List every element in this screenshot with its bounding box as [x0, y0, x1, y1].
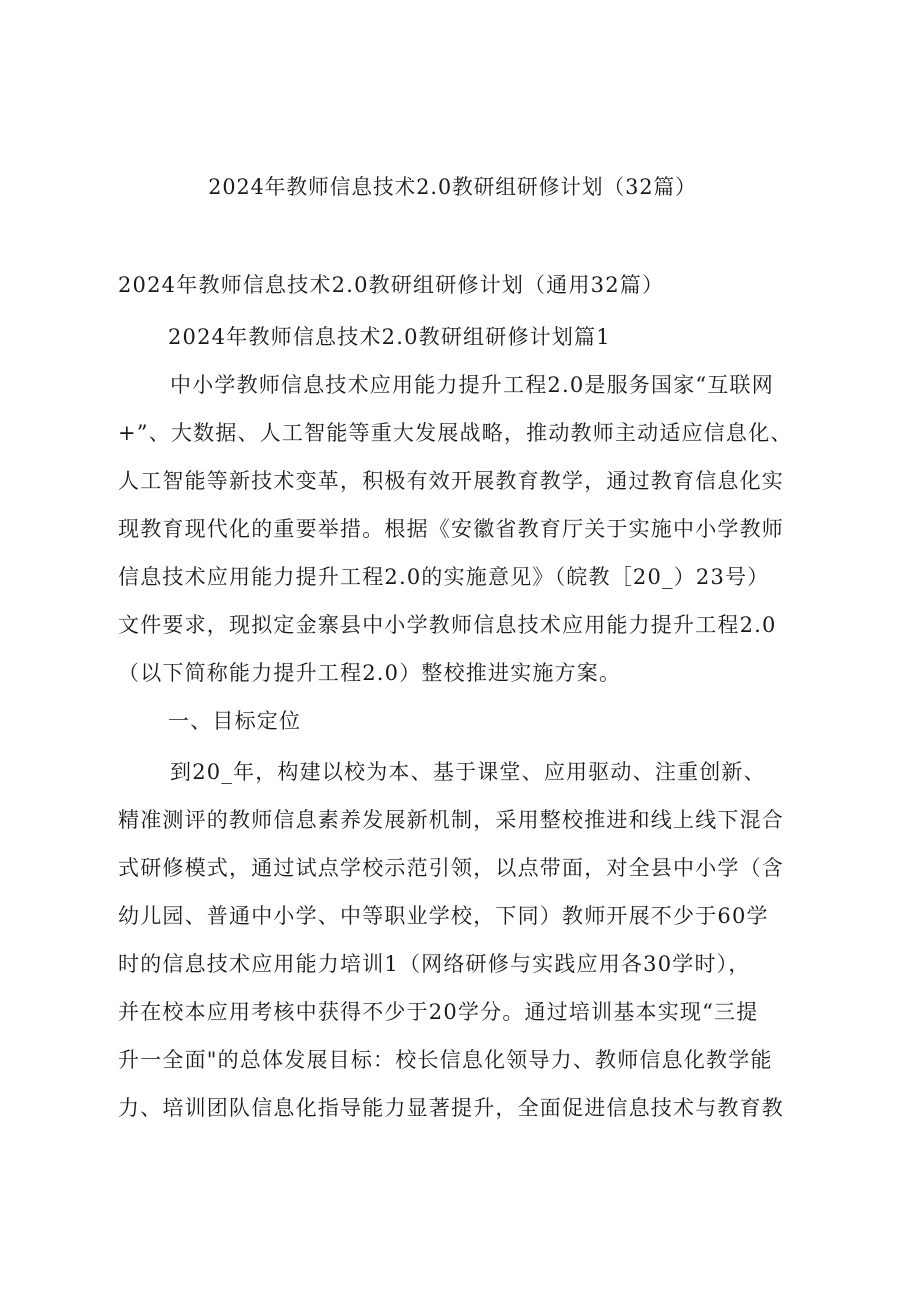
section-heading: 2024年教师信息技术2.0教研组研修计划篇1 [168, 325, 611, 349]
document-title: 2024年教师信息技术2.0教研组研修计划（32篇） [208, 175, 697, 199]
document-subtitle: 2024年教师信息技术2.0教研组研修计划（通用32篇） [118, 273, 665, 297]
paragraph-line: 信息技术应用能力提升工程2.0的实施意见》（皖教［20_）23号） [118, 565, 770, 589]
paragraph-line: 时的信息技术应用能力培训1（网络研修与实践应用各30学时）， [118, 952, 751, 976]
paragraph-line: 现教育现代化的重要举措。根据《安徽省教育厅关于实施中小学教师 [118, 517, 784, 541]
paragraph-line: 力、培训团队信息化指导能力显著提升，全面促进信息技术与教育教 [118, 1096, 784, 1120]
paragraph-line: 幼儿园、普通中小学、中等职业学校，下同）教师开展不少于60学 [118, 904, 769, 928]
paragraph-line: 文件要求，现拟定金寨县中小学教师信息技术应用能力提升工程2.0 [118, 613, 777, 637]
paragraph-line: 精准测评的教师信息素养发展新机制，采用整校推进和线上线下混合 [118, 808, 784, 832]
paragraph-line: 人工智能等新技术变革，积极有效开展教育教学，通过教育信息化实 [118, 469, 784, 493]
paragraph-line: 到20_年，构建以校为本、基于课堂、应用驱动、注重创新、 [170, 760, 766, 784]
paragraph-line: 式研修模式，通过试点学校示范引领，以点带面，对全县中小学（含 [118, 856, 784, 880]
paragraph-line: （以下简称能力提升工程2.0）整校推进实施方案。 [118, 661, 622, 685]
heading-goal: 一、目标定位 [168, 709, 302, 733]
paragraph-line: 升一全面"的总体发展目标：校长信息化领导力、教师信息化教学能 [118, 1048, 773, 1072]
paragraph-line: 并在校本应用考核中获得不少于20学分。通过培训基本实现“三提 [118, 1000, 759, 1024]
paragraph-line: 中小学教师信息技术应用能力提升工程2.0是服务国家“互联网 [170, 373, 774, 397]
paragraph-line: +”、大数据、人工智能等重大发展战略，推动教师主动适应信息化、 [118, 421, 793, 445]
